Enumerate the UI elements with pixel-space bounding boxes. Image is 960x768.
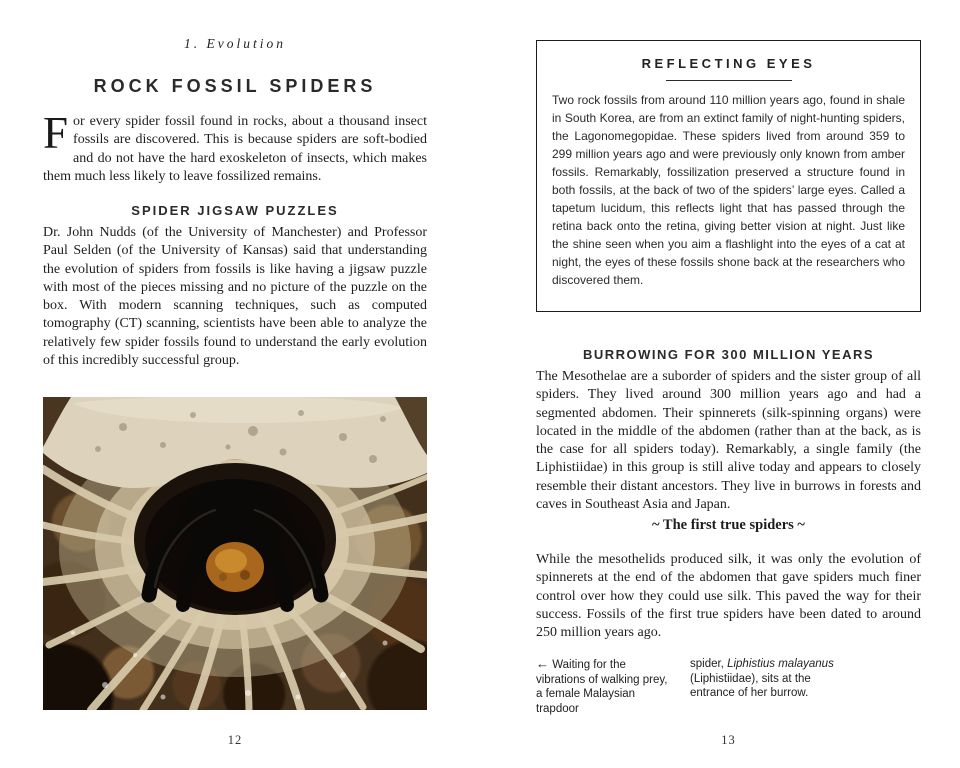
left-arrow-icon: ← <box>536 656 549 671</box>
drop-cap: F <box>43 108 69 158</box>
callout-heading: REFLECTING EYES <box>641 56 816 71</box>
callout-box <box>536 40 921 312</box>
trapdoor-spider-photo <box>43 397 427 710</box>
jigsaw-paragraph: Dr. John Nudds (of the University of Manchester) and Professor Paul Selden (of the University of Kansas) said that understanding the evolution of spiders from fossils is like having a jigsaw puzzle with most of the pieces missing and no picture of the puzzle on the box. With modern scanning techniques, such as computed tomography (CT) scanning, scientists have been able to analyze the relatively few spider fossils found to understand the early evolution of this incredibly successful group. <box>43 225 427 369</box>
first-true-spiders-paragraph: While the mesothelids produced silk, it was only the evolution of spinnerets at the end of the abdomen that gave spiders much finer control over how they could use silk. This paved the way for their success. Fossils of the first true spiders have been dated to around 250 million years ago. <box>536 552 921 641</box>
species-name-italic: Liphistius malayanus <box>727 658 834 670</box>
page-number-right: 13 <box>721 733 736 747</box>
burrowing-paragraph: The Mesothelae are a suborder of spiders and the sister group of all spiders. They lived around 300 million years ago and had a segmented abdomen. Their spinnerets (silk-spinning organs) were located in the middle of the abdomen (rather than at the back, as is the case for all spiders today). Remarkably, a single family (the Liphistiidae) in this group is still alive today and appears to closely resemble their distant ancestors. They live in burrows in forests and caves in Southeast Asia and Japan. <box>536 369 921 513</box>
chapter-header: 1. Evolution <box>184 36 286 51</box>
page-number-left: 12 <box>227 733 243 747</box>
caption-column-2 <box>690 657 850 716</box>
spider-photo-art <box>43 397 427 710</box>
heading-rule <box>666 80 792 81</box>
prey-patch <box>206 542 264 592</box>
caption-text-2b: (Liphistiidae), sits at the entrance of her burrow. <box>690 672 811 699</box>
caption-column-1 <box>536 657 668 716</box>
intro-text: or every spider fossil found in rocks, about a thousand insect fossils are discovered. This is because spiders are soft-bodied and do not have the hard exoskeleton of insects, which makes them much less likely to leave fossilized remains. <box>43 114 427 184</box>
page-title: ROCK FOSSIL SPIDERS <box>93 76 377 97</box>
photo-caption <box>536 657 921 716</box>
caption-text-2a: spider, <box>690 658 728 670</box>
section-heading-burrowing: BURROWING FOR 300 MILLION YEARS <box>582 346 875 362</box>
subsection-heading-first-true-spiders: ~ The first true spiders ~ <box>652 517 805 533</box>
intro-paragraph <box>43 108 427 186</box>
callout-body: Two rock fossils from around 110 million years ago, found in shale in South Korea, are from an extinct family of night-hunting spiders, the Lagonomegopidae. These spiders lived from around 359 to 299 million years ago and were previously only known from amber fossils. Remarkably, fossilization preserved a structure found in both fossils, at the back of two of the spiders’ large eyes. Called a tapetum lucidum, this reflects light that has passed through the retina back onto the retina, giving better vision at night. Just like the shine seen when you aim a flashlight into the eyes of a cat at night, the eyes of these fossils shone back at the researchers who discovered them. <box>552 93 905 287</box>
caption-text-1: Waiting for the vibrations of walking prey, a female Malaysian trapdoor <box>536 659 668 715</box>
section-heading-jigsaw: SPIDER JIGSAW PUZZLES <box>131 202 339 218</box>
